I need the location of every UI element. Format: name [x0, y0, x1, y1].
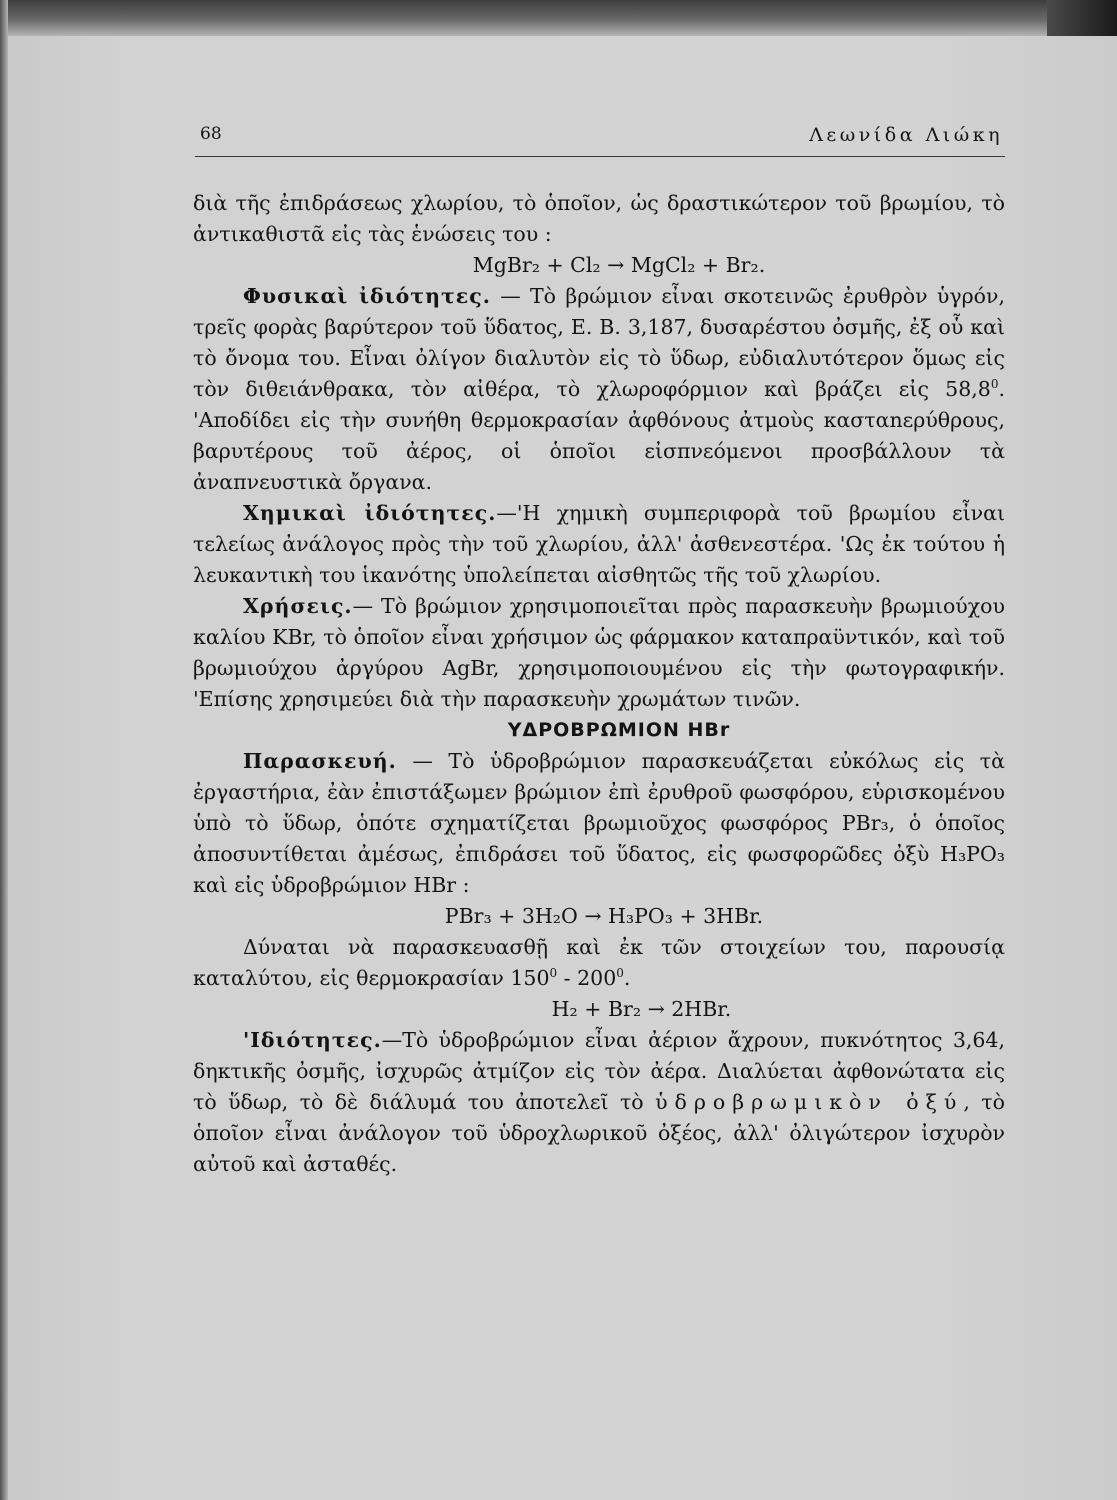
physical-properties-text: — Τὸ βρώμιον εἶναι σκοτεινῶς ἐρυθρὸν ὑγρόν, τρεῖς φορὰς βαρύτερον τοῦ ὕδατος, Ε. Β. 3,187, δυσαρέστου ὀσμῆς, ἐξ οὗ καὶ τὸ ὄνομα του. Εἶναι ὀλίγον διαλυτὸν εἰς τὸ ὕδωρ, εὐδιαλυτότερον ὅμως εἰς τὸν διθειάνθρακα, τὸν αἰθέρα, τὸ χλωροφόρμιον καὶ βράζει εἰς	[193, 284, 1005, 401]
preparation-label: Παρασκευή.	[243, 749, 397, 773]
physical-properties-text-end: . 'Αποδίδει εἰς τὴν συνήθη θερμοκρασίαν ἀφθόνους ἀτμοὺς κασταnερύθρους, βαρυτέρους τοῦ ἀέρος, οἱ ὁποῖοι εἰσπνεόμενοι προσβάλλουν τὰ ἀναπνευστικὰ ὄργανα.	[193, 377, 1005, 494]
scan-top-edge	[0, 0, 1117, 38]
h3po3-formula: H₃PO₃	[940, 842, 1005, 866]
preparation-text: — Τὸ ὑδροβρώμιον παρασκευάζεται εὐκόλως εἰς τὰ ἐργαστήρια, ἐὰν ἐπιστάξωμεν βρώμιον ἐπὶ ἐρυθροῦ φωσφόρου, εὑρισκομένου ὑπὸ τὸ ὕδωρ, ὁπότε σχηματίζεται βρωμιοῦχος φωσφόρος	[193, 749, 1005, 835]
direct-synthesis-paragraph	[193, 932, 1005, 994]
temp-high: 200	[577, 966, 617, 990]
preparation-paragraph	[193, 746, 1005, 901]
pbr3-formula: PBr₃	[841, 811, 889, 835]
boiling-point: 58,8	[945, 377, 991, 401]
hbr-properties-text-end: , τὸ ὁποῖον εἶναι ἀνάλογον τοῦ ὑδροχλωρικοῦ ὀξέος, ἀλλ' ὀλιγώτερον ἰσχυρὸν αὐτοῦ καὶ ἀσταθές.	[193, 1090, 1005, 1176]
page-header	[195, 120, 1005, 157]
temp-low: 150	[510, 966, 550, 990]
intro-paragraph: διὰ τῆς ἐπιδράσεως χλωρίου, τὸ ὁποῖον, ὡς δραστικώτερον τοῦ βρωμίου, τὸ ἀντικαθιστᾶ εἰς τὰς ἑνώσεις του :	[193, 191, 1005, 246]
running-title: Λεωνίδα Λιώκη	[809, 124, 1003, 146]
hbr-properties-label: 'Ιδιότητες.	[243, 1028, 382, 1052]
scan-corner	[1047, 0, 1117, 38]
degree-mark: 0	[990, 377, 999, 391]
formula-pbr3: PBr₃ + 3H₂O → H₃PO₃ + 3HBr.	[444, 904, 764, 928]
hbr-properties-text: —Τὸ ὑδροβρώμιον εἶναι ἀέριον ἄχρουν, πυκνότητος 3,64, δηκτικῆς ὀσμῆς, ἰσχυρῶς ἀτμίζον εἰς τὸν ἀέρα. Διαλύεται ἀφθονώτατα εἰς τὸ ὕδωρ, τὸ δὲ διάλυμά του ἀποτελεῖ τὸ	[193, 1028, 1005, 1114]
degree-mark: 0	[549, 966, 558, 980]
preparation-text-2: , ὁ ὁποῖος ἀποσυντίθεται ἀμέσως, ἐπιδράσει τοῦ ὕδατος, εἰς φωσφορῶδες ὀξὺ	[193, 811, 1005, 866]
page-number: 68	[200, 124, 222, 144]
formula-mgbr2: MgBr₂ + Cl₂ → MgCl₂ + Br₂.	[472, 253, 766, 277]
physical-properties-label: Φυσικαὶ ἰδιότητες.	[243, 284, 491, 308]
uses-paragraph	[193, 591, 1005, 715]
period: .	[623, 966, 631, 990]
chemical-properties-label: Χημικαὶ ἰδιότητες.	[243, 501, 497, 525]
temp-separator: -	[557, 966, 578, 990]
scan-left-edge	[0, 0, 8, 1500]
page-body	[193, 188, 1005, 1180]
preparation-text-3: καὶ εἰς ὑδροβρώμιον HBr :	[193, 873, 470, 897]
hbr-properties-paragraph	[193, 1025, 1005, 1180]
chemical-properties-paragraph	[193, 498, 1005, 591]
degree-mark: 0	[616, 966, 624, 980]
section-heading: ΥΔΡΟΒΡΩΜΙΟΝ HBr	[507, 719, 731, 741]
uses-label: Χρήσεις.	[243, 594, 353, 618]
hydrobromic-acid-term: ὑδροβρωμικὸν ὀξύ	[655, 1090, 964, 1114]
direct-synthesis-text: Δύναται νὰ παρασκευασθῇ καὶ ἐκ τῶν στοιχείων του, παρουσίᾳ καταλύτου, εἰς θερμοκρασίαν	[193, 935, 1005, 990]
physical-properties-paragraph	[193, 281, 1005, 498]
chemical-properties-text: —'Η χημικὴ συμπεριφορὰ τοῦ βρωμίου εἶναι τελείως ἀνάλογος πρὸς τὴν τοῦ χλωρίου, ἀλλ' ἀσθενεστέρα. 'Ως ἐκ τούτου ἡ λευκαντικὴ του ἱκανότης ὑπολείπεται αἰσθητῶς τῆς τοῦ χλωρίου.	[193, 501, 1005, 587]
uses-text: — Τὸ βρώμιον χρησιμοποιεῖται πρὸς παρασκευὴν βρωμιούχου καλίου KBr, τὸ ὁποῖον εἶναι χρήσιμον ὡς φάρμακον καταπραϋντικόν, καὶ τοῦ βρωμιούχου ἀργύρου AgBr, χρησιμοποιουμένου εἰς τὴν φωτογραφικήν. 'Επίσης χρησιμεύει διὰ τὴν παρασκευὴν χρωμάτων τινῶν.	[193, 594, 1005, 711]
formula-h2: H₂ + Br₂ → 2HBr.	[551, 997, 732, 1021]
